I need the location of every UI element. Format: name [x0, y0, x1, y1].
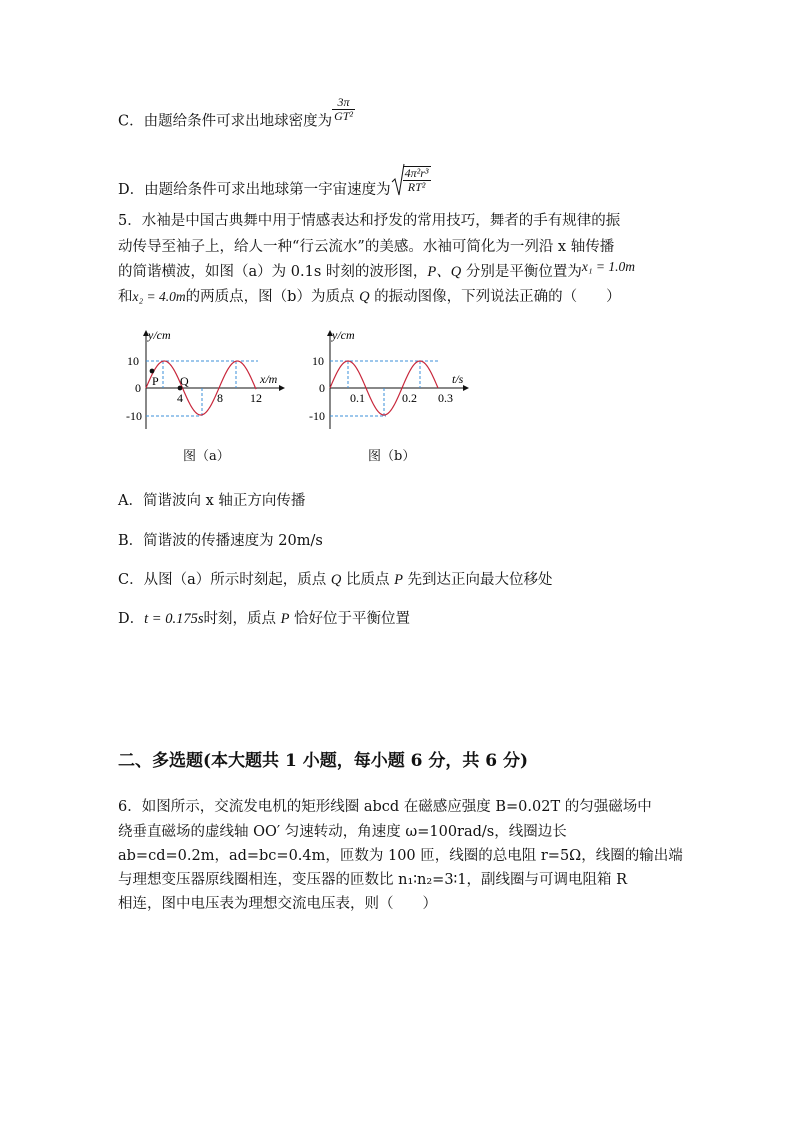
velocity-denominator: RT² — [407, 180, 426, 194]
q5-x1: x₁ = 1.0m — [581, 259, 635, 274]
fig-a-point-p — [150, 369, 155, 374]
q5-line-3 — [118, 261, 635, 283]
q4-option-c-text: C．由题给条件可求出地球密度为 — [118, 113, 333, 130]
density-formula — [332, 96, 355, 123]
fig-b-xtick: 0.1 — [350, 391, 365, 405]
velocity-numerator: 4π²r³ — [404, 166, 429, 180]
q5-option-d-b: 时刻，质点 — [203, 611, 281, 627]
fig-a-y-label: y/cm — [148, 328, 171, 342]
q6-line-3: ab=cd=0.2m，ad=bc=0.4m，匝数为 100 匝，线圈的总电阻 r=5Ω，线圈的输出端 — [118, 848, 683, 864]
q5-line-2: 动传导至袖子上，给人一种“行云流水”的美感。水袖可简化为一列沿 x 轴传播 — [118, 239, 615, 255]
figure-b-vibration — [306, 325, 476, 435]
q5-line-3c: 分别是平衡位置为 — [461, 264, 582, 280]
q5-option-c-p: P — [394, 572, 403, 588]
fig-a-ytick: -10 — [126, 409, 142, 423]
q5-option-c-q: Q — [330, 572, 342, 588]
q5-option-b: B．简谐波的传播速度为 20m/s — [118, 533, 323, 549]
fig-a-xtick: 4 — [177, 391, 183, 405]
fig-b-ytick: 0 — [319, 381, 325, 395]
q5-points-pq: P、Q — [427, 264, 462, 280]
fig-a-xtick: 8 — [217, 391, 223, 405]
fig-a-label-p: P — [152, 374, 159, 388]
fig-b-y-label: y/cm — [332, 328, 355, 342]
q4-option-d — [118, 166, 431, 208]
q6-line-5: 相连，图中电压表为理想交流电压表，则（ ） — [118, 896, 437, 912]
fig-a-ytick: 10 — [127, 354, 139, 368]
q6-line-1: 6．如图所示，交流发电机的矩形线圈 abcd 在磁感应强度 B=0.02T 的匀强磁场中 — [118, 799, 652, 815]
fig-b-ytick: -10 — [309, 409, 325, 423]
density-denominator: GT² — [334, 109, 354, 123]
q5-option-d-a: D． — [118, 611, 145, 627]
q5-option-c-c: 先到达正向最大位移处 — [402, 572, 553, 588]
velocity-fraction — [403, 167, 431, 194]
q5-option-c-b: 比质点 — [341, 572, 395, 588]
fig-b-x-label: t/s — [452, 372, 464, 386]
q5-option-d-c: 恰好位于平衡位置 — [289, 611, 411, 627]
q5-option-a: A．简谐波向 x 轴正方向传播 — [118, 493, 306, 509]
fig-b-ytick: 10 — [312, 354, 324, 368]
fig-a-ytick: 0 — [135, 381, 141, 395]
q5-line-4 — [118, 286, 621, 308]
section-heading: 二、多选题(本大题共 1 小题，每小题 6 分，共 6 分) — [118, 751, 529, 771]
fig-a-xtick: 12 — [250, 391, 262, 405]
q5-line-3a: 的简谐横波，如图（a）为 0.1s 时刻的波形图， — [118, 264, 428, 280]
fig-b-xtick: 0.3 — [438, 391, 453, 405]
q4-option-d-text: D．由题给条件可求出地球第一宇宙速度为 — [118, 182, 391, 198]
q5-x2: x₂ = 4.0m — [132, 289, 186, 304]
fig-a-caption: 图（a） — [183, 449, 230, 464]
q6-line-2: 绕垂直磁场的虚线轴 OO′ 匀速转动，角速度 ω=100rad/s，线圈边长 — [118, 824, 567, 840]
fig-a-label-q: Q — [180, 374, 189, 388]
fig-b-caption: 图（b） — [368, 449, 416, 464]
q5-option-d — [118, 608, 410, 630]
q5-option-d-t: t = 0.175s — [144, 611, 204, 627]
figure-a-waveform — [126, 325, 296, 435]
velocity-formula — [391, 162, 431, 198]
q5-option-c-a: C．从图（a）所示时刻起，质点 — [118, 572, 331, 588]
q5-line-4a: 和 — [118, 289, 133, 305]
q5-option-d-p: P — [280, 611, 290, 627]
q5-point-q: Q — [359, 289, 370, 305]
q5-line-4c: 的振动图像，下列说法正确的（ ） — [369, 289, 621, 305]
fig-a-x-label: x/m — [260, 372, 278, 386]
q5-line-4b: 的两质点，图（b）为质点 — [185, 289, 360, 305]
q5-option-c — [118, 569, 553, 591]
q6-line-4: 与理想变压器原线圈相连，变压器的匝数比 n₁∶n₂=3∶1，副线圈与可调电阻箱 R — [118, 872, 628, 888]
q5-line-1: 5．水袖是中国古典舞中用于情感表达和抒发的常用技巧，舞者的手有规律的振 — [118, 213, 621, 229]
fig-b-xtick: 0.2 — [402, 391, 417, 405]
density-numerator: 3π — [332, 96, 355, 110]
